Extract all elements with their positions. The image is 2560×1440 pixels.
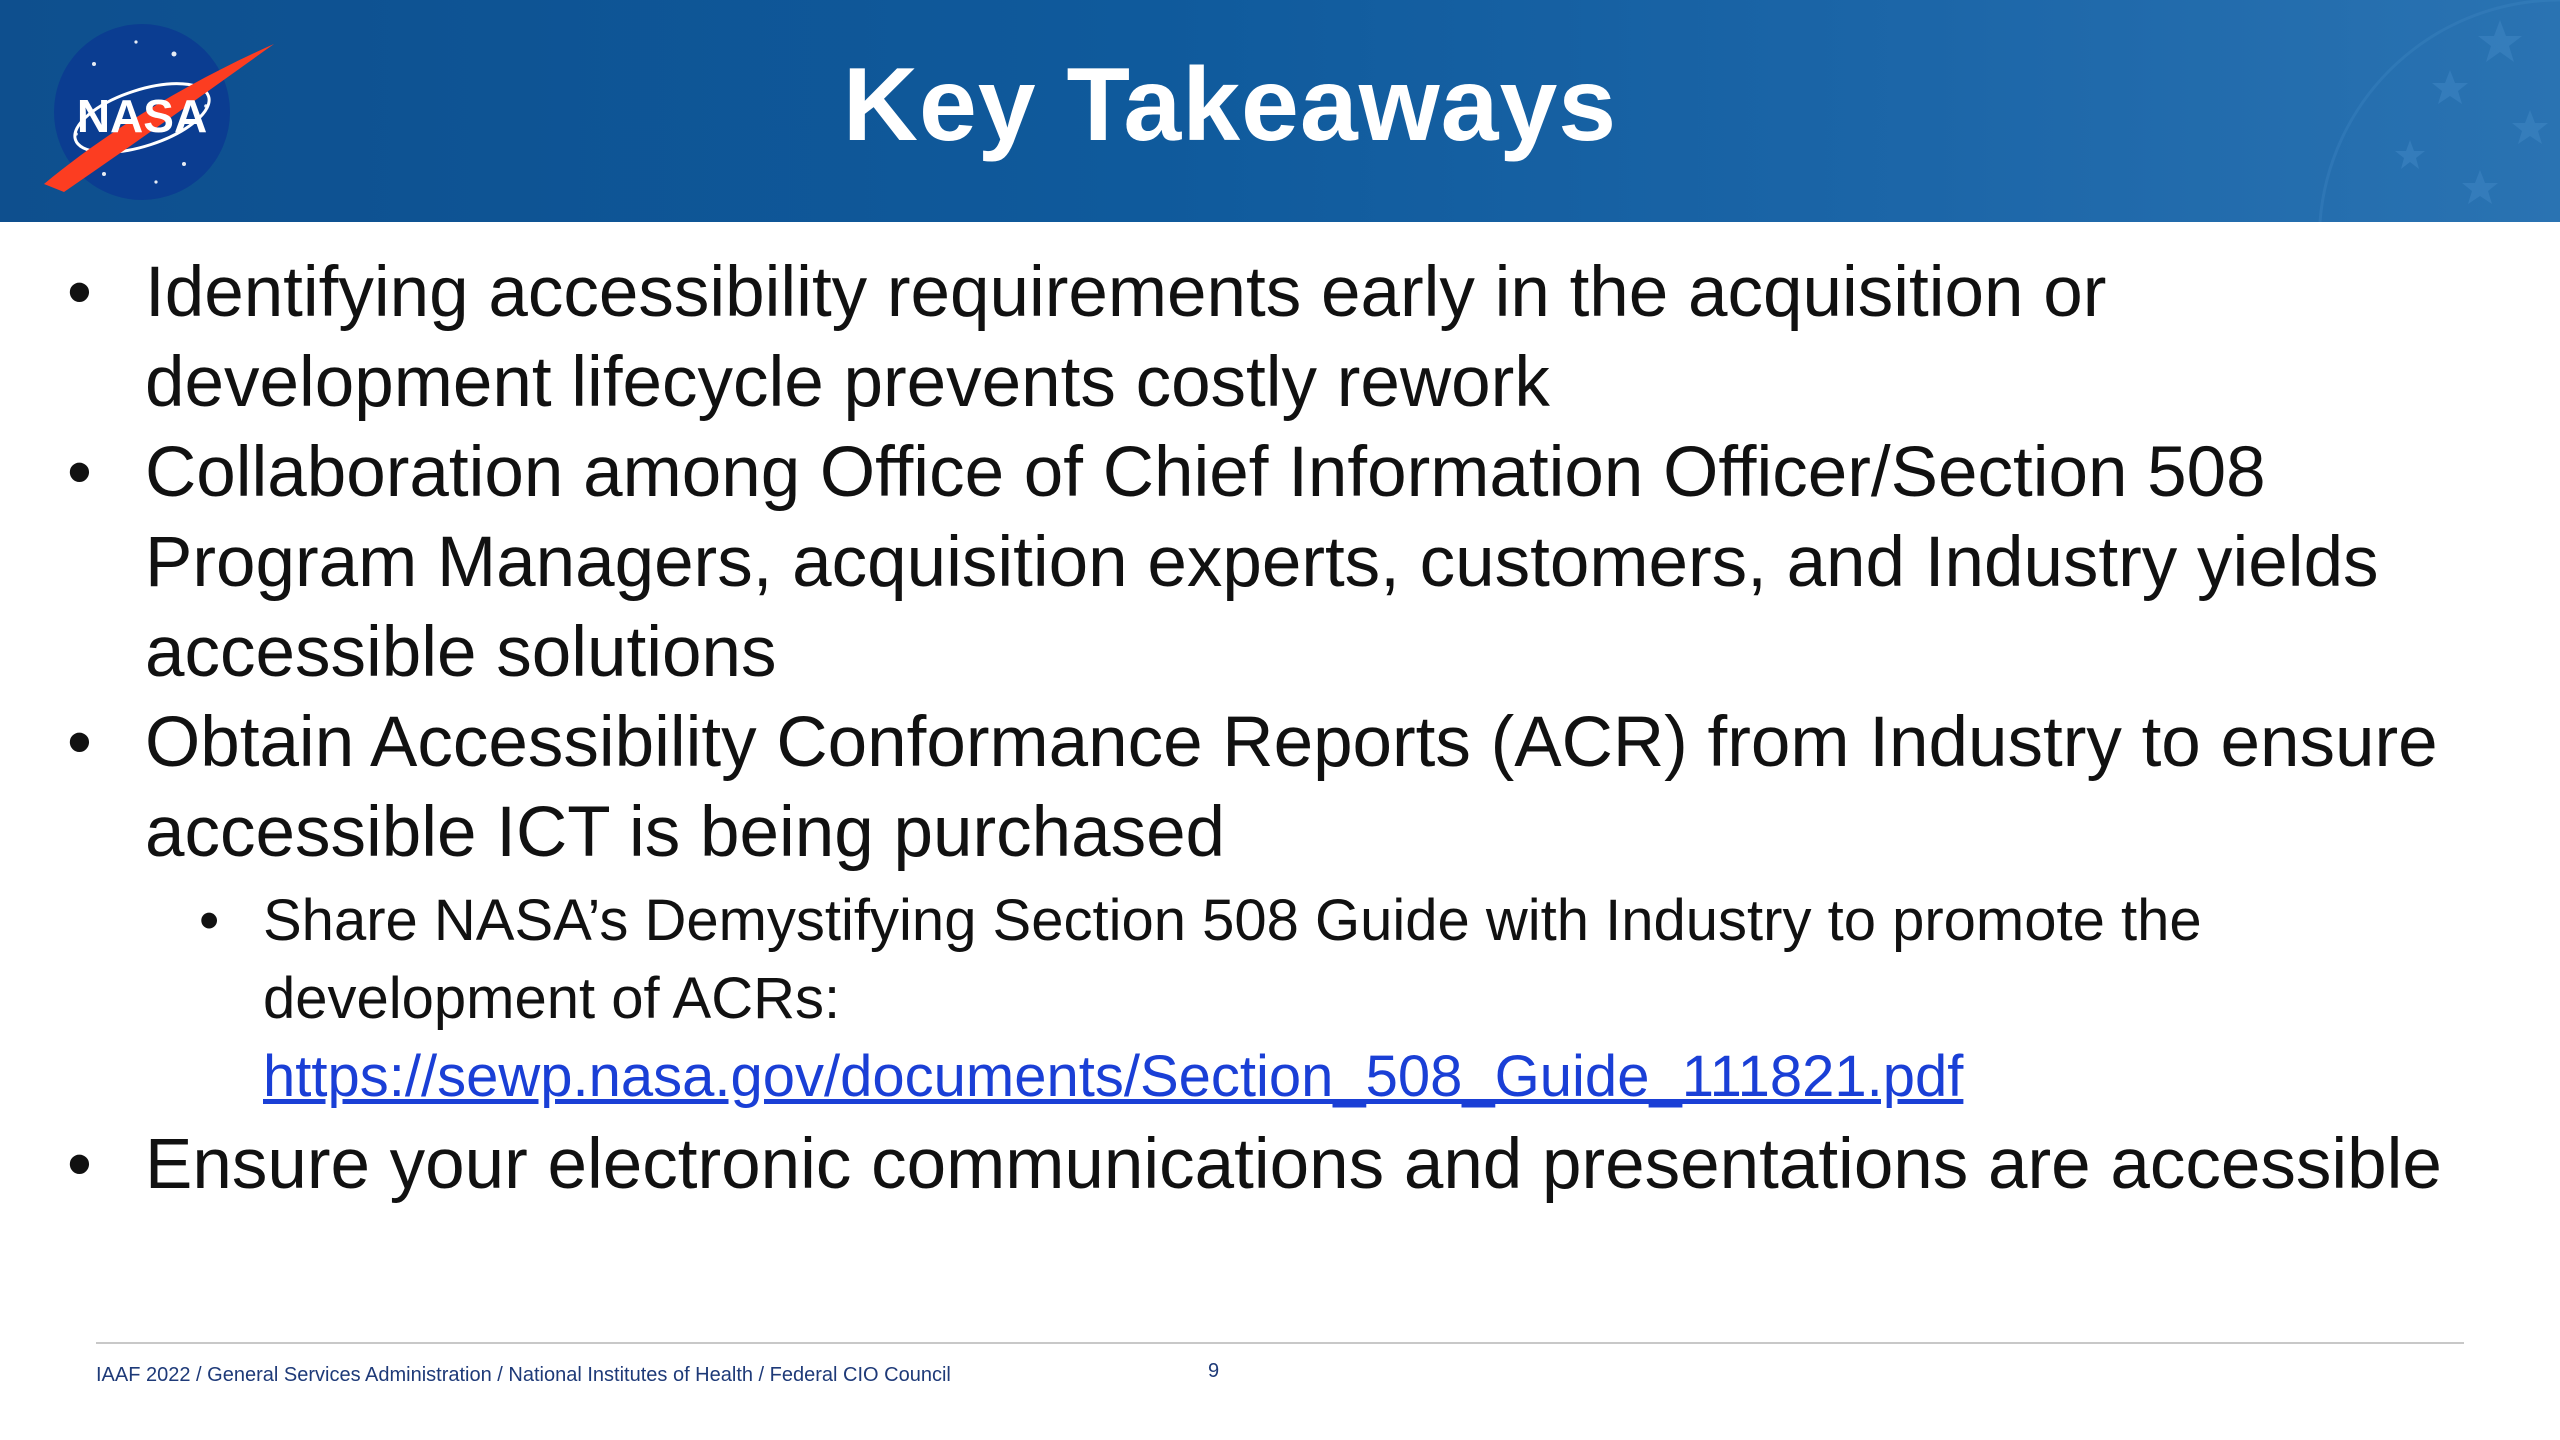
sub-list-item [263,882,2463,1116]
takeaways-list [0,248,2560,1210]
footer-divider [96,1342,2464,1344]
list-item: • Identifying accessibility requirements early in the acquisition or development lifecycle prevents costly rework [145,248,2445,428]
page-number: 9 [1208,1360,1220,1382]
guide-link[interactable]: https://sewp.nasa.gov/documents/Section_508_Guide_111821.pdf [263,1044,1964,1109]
footer-text: IAAF 2022 / General Services Administration / National Institutes of Health / Federal CIO Council [96,1364,951,1386]
header-band [0,0,2560,222]
page-title: Key Takeaways [842,46,1618,163]
nasa-logo-text: NASA [76,90,208,142]
list-item: • Ensure your electronic communications and presentations are accessible [145,1120,2445,1210]
sub-list-item-text: Share NASA’s Demystifying Section 508 Guide with Industry to promote the development of ACRs: [263,888,2202,1031]
list-item: • Collaboration among Office of Chief Information Officer/Section 508 Program Managers, acquisition experts, customers, and Industry yields accessible solutions [145,428,2445,698]
list-item: • Obtain Accessibility Conformance Reports (ACR) from Industry to ensure accessible ICT is being purchased [145,698,2445,878]
